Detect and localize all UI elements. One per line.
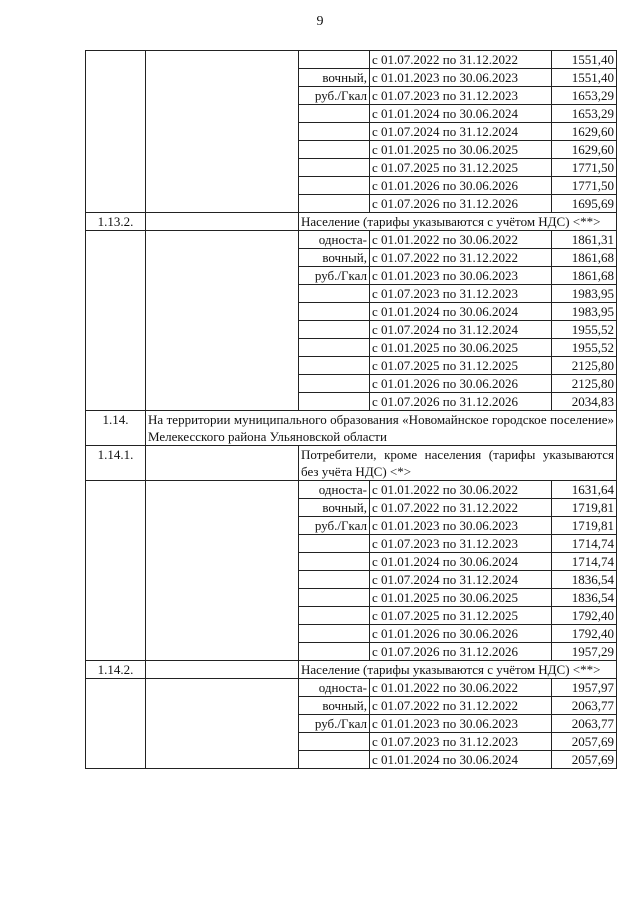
section-heading: Население (тарифы указываются с учётом НДС) <**> <box>299 661 617 679</box>
section-heading: Потребители, кроме населения (тарифы указываются без учёта НДС) <*> <box>299 446 617 481</box>
tariff-value-cell: 1719,81 <box>552 517 617 535</box>
item-name-cell <box>146 231 299 411</box>
unit-cell <box>299 303 370 321</box>
period-cell: с 01.07.2026 по 31.12.2026 <box>370 393 552 411</box>
unit-cell <box>299 285 370 303</box>
territory-heading: На территории муниципального образования «Новомайнское городское поселение» Мелекесского района Ульяновской области <box>146 411 617 446</box>
tariff-table <box>85 50 617 769</box>
tariff-value-cell: 2057,69 <box>552 733 617 751</box>
tariff-value-cell: 1771,50 <box>552 159 617 177</box>
tariff-value-cell: 1551,40 <box>552 51 617 69</box>
tariff-value-cell: 1836,54 <box>552 571 617 589</box>
section-heading-row <box>86 446 617 481</box>
table-row <box>86 679 617 697</box>
item-name-cell <box>146 481 299 661</box>
item-name-cell <box>146 446 299 481</box>
period-cell: с 01.01.2025 по 30.06.2025 <box>370 141 552 159</box>
period-cell: с 01.01.2023 по 30.06.2023 <box>370 517 552 535</box>
item-number: 1.13.2. <box>86 213 146 231</box>
unit-cell <box>299 195 370 213</box>
tariff-value-cell: 1653,29 <box>552 105 617 123</box>
period-cell: с 01.07.2025 по 31.12.2025 <box>370 357 552 375</box>
period-cell: с 01.07.2023 по 31.12.2023 <box>370 733 552 751</box>
territory-heading-row <box>86 411 617 446</box>
unit-cell: односта- <box>299 481 370 499</box>
unit-cell <box>299 393 370 411</box>
table-row <box>86 231 617 249</box>
unit-cell <box>299 51 370 69</box>
unit-cell <box>299 589 370 607</box>
page-number: 9 <box>316 14 324 29</box>
period-cell: с 01.01.2026 по 30.06.2026 <box>370 625 552 643</box>
period-cell: с 01.07.2026 по 31.12.2026 <box>370 643 552 661</box>
tariff-value-cell: 1714,74 <box>552 553 617 571</box>
period-cell: с 01.01.2023 по 30.06.2023 <box>370 715 552 733</box>
period-cell: с 01.07.2022 по 31.12.2022 <box>370 697 552 715</box>
item-number-cell <box>86 231 146 411</box>
item-name-cell <box>146 661 299 679</box>
period-cell: с 01.07.2023 по 31.12.2023 <box>370 535 552 553</box>
tariff-value-cell: 1957,29 <box>552 643 617 661</box>
tariff-value-cell: 1955,52 <box>552 321 617 339</box>
period-cell: с 01.01.2026 по 30.06.2026 <box>370 375 552 393</box>
item-name-cell <box>146 51 299 213</box>
period-cell: с 01.01.2023 по 30.06.2023 <box>370 69 552 87</box>
tariff-value-cell: 1983,95 <box>552 285 617 303</box>
tariff-value-cell: 1695,69 <box>552 195 617 213</box>
unit-cell <box>299 177 370 195</box>
tariff-value-cell: 2063,77 <box>552 697 617 715</box>
period-cell: с 01.07.2025 по 31.12.2025 <box>370 159 552 177</box>
unit-cell <box>299 141 370 159</box>
unit-cell: руб./Гкал <box>299 517 370 535</box>
unit-cell: вочный, <box>299 69 370 87</box>
tariff-value-cell: 2125,80 <box>552 357 617 375</box>
table-row <box>86 481 617 499</box>
period-cell: с 01.07.2024 по 31.12.2024 <box>370 123 552 141</box>
unit-cell <box>299 625 370 643</box>
tariff-value-cell: 1653,29 <box>552 87 617 105</box>
unit-cell <box>299 535 370 553</box>
unit-cell: вочный, <box>299 499 370 517</box>
period-cell: с 01.01.2024 по 30.06.2024 <box>370 751 552 769</box>
tariff-value-cell: 1861,31 <box>552 231 617 249</box>
section-heading-row <box>86 661 617 679</box>
unit-cell <box>299 375 370 393</box>
item-number: 1.14.1. <box>86 446 146 481</box>
tariff-value-cell: 1771,50 <box>552 177 617 195</box>
tariff-value-cell: 1551,40 <box>552 69 617 87</box>
tariff-value-cell: 2057,69 <box>552 751 617 769</box>
tariff-value-cell: 1792,40 <box>552 625 617 643</box>
period-cell: с 01.07.2022 по 31.12.2022 <box>370 51 552 69</box>
period-cell: с 01.01.2024 по 30.06.2024 <box>370 303 552 321</box>
unit-cell: односта- <box>299 231 370 249</box>
period-cell: с 01.07.2022 по 31.12.2022 <box>370 249 552 267</box>
period-cell: с 01.07.2024 по 31.12.2024 <box>370 571 552 589</box>
unit-cell: руб./Гкал <box>299 715 370 733</box>
period-cell: с 01.01.2024 по 30.06.2024 <box>370 105 552 123</box>
tariff-value-cell: 2125,80 <box>552 375 617 393</box>
tariff-value-cell: 1836,54 <box>552 589 617 607</box>
unit-cell: односта- <box>299 679 370 697</box>
unit-cell <box>299 553 370 571</box>
tariff-value-cell: 1861,68 <box>552 249 617 267</box>
tariff-value-cell: 1631,64 <box>552 481 617 499</box>
item-number: 1.14. <box>86 411 146 446</box>
unit-cell <box>299 751 370 769</box>
tariff-value-cell: 1861,68 <box>552 267 617 285</box>
unit-cell: вочный, <box>299 697 370 715</box>
item-number-cell <box>86 679 146 769</box>
unit-cell <box>299 607 370 625</box>
tariff-value-cell: 2063,77 <box>552 715 617 733</box>
tariff-value-cell: 1957,97 <box>552 679 617 697</box>
section-heading: Население (тарифы указываются с учётом НДС) <**> <box>299 213 617 231</box>
table-row <box>86 51 617 69</box>
unit-cell <box>299 321 370 339</box>
tariff-value-cell: 1629,60 <box>552 123 617 141</box>
unit-cell <box>299 123 370 141</box>
unit-cell <box>299 733 370 751</box>
tariff-value-cell: 1714,74 <box>552 535 617 553</box>
period-cell: с 01.07.2024 по 31.12.2024 <box>370 321 552 339</box>
period-cell: с 01.07.2023 по 31.12.2023 <box>370 285 552 303</box>
period-cell: с 01.01.2022 по 30.06.2022 <box>370 679 552 697</box>
item-number: 1.14.2. <box>86 661 146 679</box>
period-cell: с 01.07.2022 по 31.12.2022 <box>370 499 552 517</box>
tariff-value-cell: 1792,40 <box>552 607 617 625</box>
unit-cell <box>299 357 370 375</box>
section-heading-row <box>86 213 617 231</box>
unit-cell <box>299 339 370 357</box>
item-number-cell <box>86 51 146 213</box>
period-cell: с 01.01.2022 по 30.06.2022 <box>370 481 552 499</box>
item-name-cell <box>146 213 299 231</box>
item-name-cell <box>146 679 299 769</box>
period-cell: с 01.07.2026 по 31.12.2026 <box>370 195 552 213</box>
unit-cell <box>299 105 370 123</box>
tariff-value-cell: 1629,60 <box>552 141 617 159</box>
unit-cell: руб./Гкал <box>299 267 370 285</box>
tariff-value-cell: 1955,52 <box>552 339 617 357</box>
item-number-cell <box>86 481 146 661</box>
tariff-value-cell: 1719,81 <box>552 499 617 517</box>
period-cell: с 01.01.2026 по 30.06.2026 <box>370 177 552 195</box>
unit-cell <box>299 571 370 589</box>
period-cell: с 01.01.2024 по 30.06.2024 <box>370 553 552 571</box>
tariff-value-cell: 1983,95 <box>552 303 617 321</box>
unit-cell: руб./Гкал <box>299 87 370 105</box>
period-cell: с 01.07.2023 по 31.12.2023 <box>370 87 552 105</box>
unit-cell <box>299 159 370 177</box>
period-cell: с 01.01.2025 по 30.06.2025 <box>370 339 552 357</box>
unit-cell: вочный, <box>299 249 370 267</box>
period-cell: с 01.01.2023 по 30.06.2023 <box>370 267 552 285</box>
tariff-value-cell: 2034,83 <box>552 393 617 411</box>
period-cell: с 01.01.2022 по 30.06.2022 <box>370 231 552 249</box>
period-cell: с 01.07.2025 по 31.12.2025 <box>370 607 552 625</box>
period-cell: с 01.01.2025 по 30.06.2025 <box>370 589 552 607</box>
unit-cell <box>299 643 370 661</box>
